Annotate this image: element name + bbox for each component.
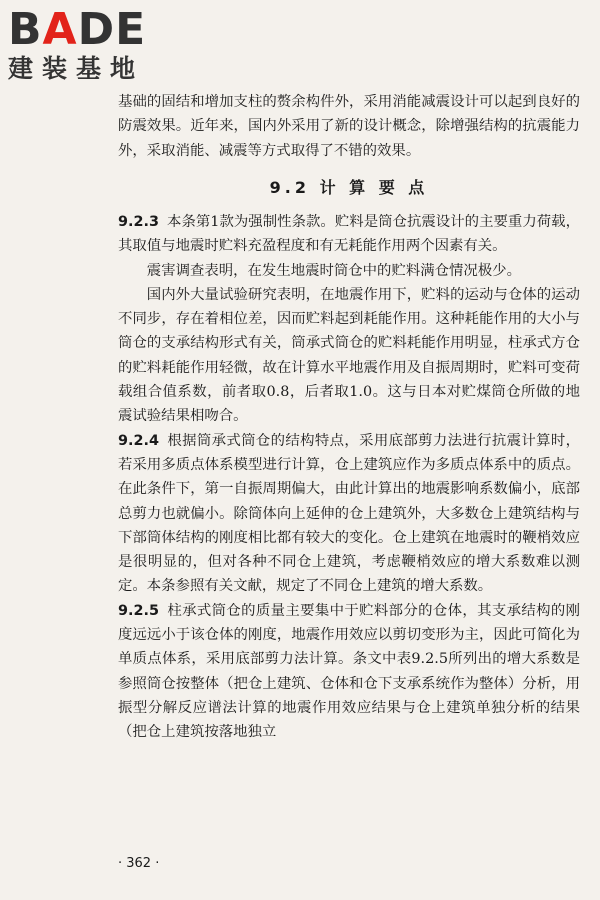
- section-title: 9.2 计 算 要 点: [269, 178, 429, 197]
- logo-subtitle: 建装基地: [8, 54, 145, 83]
- logo-wordmark: BADE: [8, 4, 147, 55]
- clause-text: 本条第1款为强制性条款。贮料是筒仓抗震设计的主要重力荷载，其取值与地震时贮料充盈程度和有无耗能作用两个因素有关。: [118, 214, 580, 255]
- clause-number: 9.2.3: [118, 214, 159, 230]
- paragraph: 震害调查表明，在发生地震时筒仓中的贮料满仓情况极少。: [146, 262, 521, 279]
- page-number: · 362 ·: [118, 856, 160, 871]
- intro-block: [118, 90, 580, 163]
- clause-9-2-4: [118, 429, 580, 599]
- clause-number: 9.2.5: [118, 602, 159, 619]
- clauses: [118, 210, 580, 745]
- brand-logo: [8, 4, 147, 84]
- clause-number: 9.2.4: [118, 432, 159, 449]
- page-body: [118, 90, 580, 163]
- clause-text: 柱承式筒仓的质量主要集中于贮料部分的仓体，其支承结构的刚度远远小于该仓体的刚度，地震作用效应以剪切变形为主，因此可简化为单质点体系，采用底部剪力法计算。条文中表9.2.5所列出的增大系数是参照筒仓按整体（把仓上建筑、仓体和仓下支承系统作为整体）分析，用振型分解反应谱法计算的地震作用效应结果与仓上建筑单独分析的结果（把仓上建筑按落地独立: [118, 602, 580, 741]
- intro-paragraph: 基础的固结和增加支柱的赘余构件外，采用消能减震设计可以起到良好的防震效果。近年来，国内外采用了新的设计概念，除增强结构的抗震能力外，采取消能、减震等方式取得了不错的效果。: [118, 94, 580, 159]
- clause-9-2-3: [118, 210, 580, 259]
- clause-text: 根据筒承式筒仓的结构特点，采用底部剪力法进行抗震计算时，若采用多质点体系模型进行计算，仓上建筑应作为多质点体系中的质点。在此条件下，第一自振周期偏大，由此计算出的地震影响系数偏小，底部总剪力也就偏小。除筒体向上延伸的仓上建筑外，大多数仓上建筑结构与下部筒体结构的刚度相比都有较大的变化。仓上建筑在地震时的鞭梢效应是很明显的，但对各种不同仓上建筑，考虑鞭梢效应的增大系数难以测定。本条参照有关文献，规定了不同仓上建筑的增大系数。: [118, 432, 580, 595]
- paragraph: 国内外大量试验研究表明，在地震作用下，贮料的运动与仓体的运动不同步，存在着相位差，因而贮料起到耗能作用。这种耗能作用的大小与筒仓的支承结构形式有关，筒承式筒仓的贮料耗能作用明显，柱承式方仓的贮料耗能作用轻微，故在计算水平地震作用及自振周期时，贮料可变荷载组合值系数，前者取0.8，后者取1.0。这与日本对贮煤筒仓所做的地震试验结果相吻合。: [118, 286, 580, 425]
- clause-9-2-5: [118, 599, 580, 745]
